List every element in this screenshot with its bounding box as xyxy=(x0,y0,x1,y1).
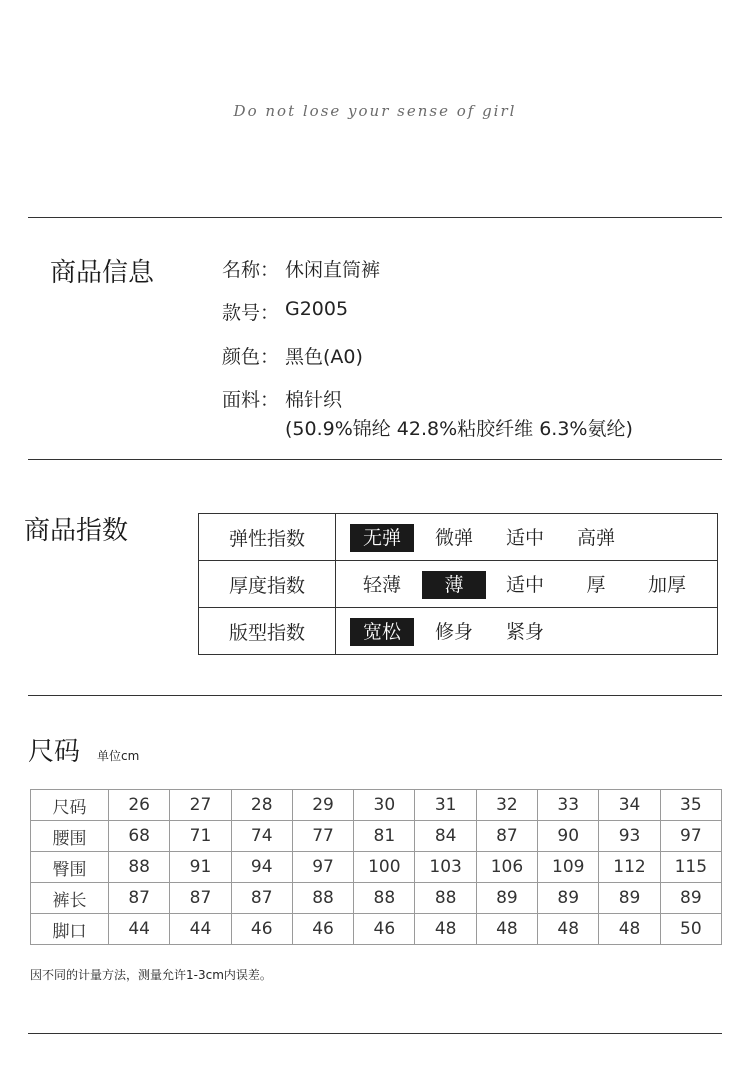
size-cell: 103 xyxy=(415,852,476,883)
size-cell: 68 xyxy=(109,821,170,852)
size-row xyxy=(31,821,722,852)
index-label: 弹性指数 xyxy=(199,514,336,561)
size-cell: 89 xyxy=(538,883,599,914)
index-option-selected: 无弹 xyxy=(350,524,414,552)
size-cell: 44 xyxy=(170,914,231,945)
index-option: 微弹 xyxy=(434,527,473,549)
index-option-group xyxy=(336,561,717,607)
info-color-label: 颜色： xyxy=(222,346,280,368)
size-cell: 77 xyxy=(292,821,353,852)
size-cell: 88 xyxy=(415,883,476,914)
index-options xyxy=(336,514,718,561)
info-name-value: 休闲直筒裤 xyxy=(285,259,381,281)
size-cell: 32 xyxy=(476,790,537,821)
size-cell: 88 xyxy=(292,883,353,914)
product-info-title: 商品信息 xyxy=(50,258,155,288)
size-cell: 46 xyxy=(292,914,353,945)
index-option: 适中 xyxy=(505,574,544,596)
index-label: 版型指数 xyxy=(199,608,336,655)
size-cell: 87 xyxy=(476,821,537,852)
size-cell: 87 xyxy=(231,883,292,914)
index-option: 高弹 xyxy=(576,527,615,549)
size-note: 因不同的计量方法，测量允许1-3cm内误差。 xyxy=(30,968,272,982)
size-cell: 46 xyxy=(231,914,292,945)
info-fabric-label: 面料： xyxy=(222,389,280,411)
size-cell: 33 xyxy=(538,790,599,821)
size-row xyxy=(31,914,722,945)
size-row xyxy=(31,883,722,914)
size-cell: 29 xyxy=(292,790,353,821)
size-row-label: 臀围 xyxy=(31,852,109,883)
slogan: Do not lose your sense of girl xyxy=(233,102,517,120)
size-cell: 84 xyxy=(415,821,476,852)
size-cell: 27 xyxy=(170,790,231,821)
size-cell: 93 xyxy=(599,821,660,852)
index-option: 加厚 xyxy=(647,574,686,596)
divider-mid xyxy=(28,459,722,460)
size-cell: 88 xyxy=(354,883,415,914)
size-cell: 115 xyxy=(660,852,721,883)
product-index-title: 商品指数 xyxy=(24,516,129,546)
size-row xyxy=(31,790,722,821)
size-cell: 88 xyxy=(109,852,170,883)
size-cell: 48 xyxy=(476,914,537,945)
size-cell: 100 xyxy=(354,852,415,883)
index-option: 适中 xyxy=(505,527,544,549)
size-cell: 91 xyxy=(170,852,231,883)
size-row-label: 腰围 xyxy=(31,821,109,852)
size-cell: 34 xyxy=(599,790,660,821)
info-style-label: 款号： xyxy=(222,302,280,324)
size-cell: 87 xyxy=(109,883,170,914)
index-row-elasticity xyxy=(199,514,718,561)
size-cell: 50 xyxy=(660,914,721,945)
size-cell: 31 xyxy=(415,790,476,821)
info-fabric-detail: (50.9%锦纶 42.8%粘胶纤维 6.3%氨纶) xyxy=(285,418,633,440)
index-label: 厚度指数 xyxy=(199,561,336,608)
size-cell: 94 xyxy=(231,852,292,883)
index-option-selected: 宽松 xyxy=(350,618,414,646)
size-cell: 28 xyxy=(231,790,292,821)
size-cell: 89 xyxy=(660,883,721,914)
index-row-thickness xyxy=(199,561,718,608)
size-cell: 48 xyxy=(538,914,599,945)
divider-size xyxy=(28,695,722,696)
size-cell: 112 xyxy=(599,852,660,883)
size-cell: 44 xyxy=(109,914,170,945)
size-title: 尺码 xyxy=(28,737,81,767)
index-option: 紧身 xyxy=(505,621,544,643)
size-cell: 106 xyxy=(476,852,537,883)
size-cell: 89 xyxy=(476,883,537,914)
product-index-table xyxy=(198,513,718,655)
size-cell: 30 xyxy=(354,790,415,821)
size-row-label: 裤长 xyxy=(31,883,109,914)
size-cell: 89 xyxy=(599,883,660,914)
size-row-label: 尺码 xyxy=(31,790,109,821)
info-fabric-value: 棉针织 xyxy=(285,389,343,411)
size-row xyxy=(31,852,722,883)
index-option: 轻薄 xyxy=(362,574,401,596)
divider-top xyxy=(28,217,722,218)
size-cell: 48 xyxy=(415,914,476,945)
info-fabric-row xyxy=(222,385,342,412)
info-color-value: 黑色(A0) xyxy=(285,346,363,368)
size-cell: 71 xyxy=(170,821,231,852)
size-cell: 109 xyxy=(538,852,599,883)
index-option-group xyxy=(336,608,717,654)
info-color-row xyxy=(222,342,363,369)
size-cell: 87 xyxy=(170,883,231,914)
size-cell: 74 xyxy=(231,821,292,852)
info-name-row xyxy=(222,255,380,282)
size-cell: 90 xyxy=(538,821,599,852)
index-options xyxy=(336,561,718,608)
size-row-label: 脚口 xyxy=(31,914,109,945)
info-name-label: 名称： xyxy=(222,259,280,281)
size-cell: 97 xyxy=(660,821,721,852)
size-cell: 35 xyxy=(660,790,721,821)
index-options xyxy=(336,608,718,655)
size-cell: 97 xyxy=(292,852,353,883)
size-unit: 单位cm xyxy=(97,749,140,763)
index-option-group xyxy=(336,514,717,560)
index-option: 修身 xyxy=(434,621,473,643)
info-style-value: G2005 xyxy=(285,298,349,320)
divider-bottom xyxy=(28,1033,722,1034)
index-option-selected: 薄 xyxy=(422,571,486,599)
index-row-fit xyxy=(199,608,718,655)
size-cell: 81 xyxy=(354,821,415,852)
info-style-row xyxy=(222,298,348,325)
size-cell: 48 xyxy=(599,914,660,945)
index-option: 厚 xyxy=(586,574,606,596)
size-table xyxy=(30,789,722,945)
size-cell: 46 xyxy=(354,914,415,945)
size-cell: 26 xyxy=(109,790,170,821)
